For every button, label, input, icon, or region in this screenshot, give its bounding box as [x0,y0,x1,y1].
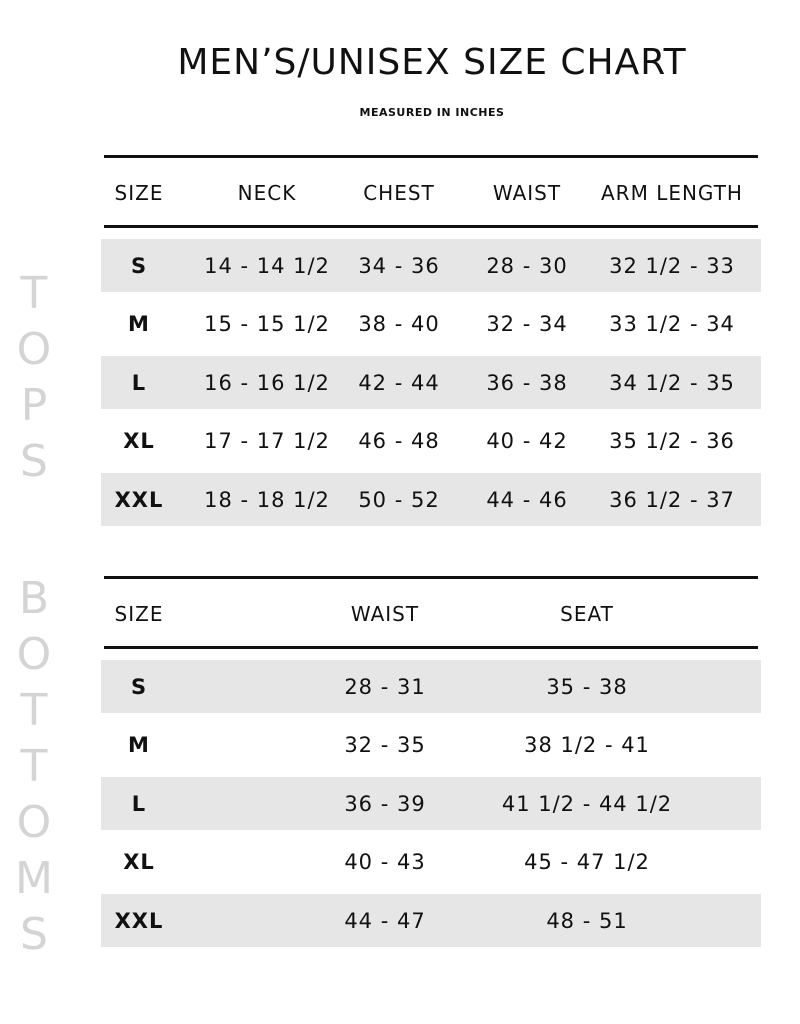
measurement-cell: 28 - 30 [486,253,568,278]
measurement-cell: 16 - 16 1/2 [204,370,330,395]
size-cell: XL [123,429,155,453]
measurement-cell: 44 - 46 [486,487,568,512]
side-label-letter: S [20,436,48,487]
size-cell: S [130,674,148,699]
measurement-cell: 40 - 42 [486,429,568,453]
measurement-cell: 36 1/2 - 37 [609,487,735,512]
size-cell: S [130,253,148,278]
page-title: MEN’S/UNISEX SIZE CHART [177,42,687,83]
side-label-letter: O [16,324,52,375]
side-label-letter: P [20,380,48,431]
measurement-cell: 32 - 34 [486,312,568,336]
column-header: SIZE [114,602,164,626]
measurement-cell: 36 - 38 [486,370,568,395]
measurement-cell: 14 - 14 1/2 [204,253,330,278]
table-row [101,356,761,409]
column-header: CHEST [363,181,435,205]
measurement-cell: 44 - 47 [344,908,426,933]
table-row [101,894,761,947]
column-header: ARM LENGTH [601,181,743,205]
measurement-cell: 15 - 15 1/2 [204,312,330,336]
measurement-cell: 46 - 48 [358,429,440,453]
size-cell: M [128,733,150,757]
measurement-cell: 40 - 43 [344,850,426,874]
side-label-letter: T [20,741,48,792]
measurement-cell: 18 - 18 1/2 [204,487,330,512]
bottoms-side-label [14,571,54,963]
table-row [101,298,761,351]
measurement-cell: 17 - 17 1/2 [204,429,330,453]
side-label-letter: O [16,797,52,848]
bottoms-header-rule [104,646,758,649]
tops-header-rule [104,225,758,228]
size-cell: XXL [114,487,164,512]
column-header: WAIST [350,602,420,626]
size-cell: M [128,312,150,336]
size-cell: L [131,791,147,816]
table-row [101,777,761,830]
measurement-cell: 34 1/2 - 35 [609,370,735,395]
column-header: SIZE [114,181,164,205]
measurement-cell: 32 - 35 [344,733,426,757]
page-subtitle: MEASURED IN INCHES [359,106,505,119]
side-label-letter: M [15,853,53,904]
table-row [101,660,761,713]
table-row [101,836,761,889]
side-label-letter: T [20,268,48,319]
side-label-letter: O [16,629,52,680]
measurement-cell: 32 1/2 - 33 [609,253,735,278]
measurement-cell: 35 - 38 [546,674,628,699]
measurement-cell: 35 1/2 - 36 [609,429,735,453]
size-cell: L [131,370,147,395]
tops-side-label [14,266,54,490]
size-cell: XL [123,850,155,874]
table-row [101,239,761,292]
measurement-cell: 36 - 39 [344,791,426,816]
measurement-cell: 34 - 36 [358,253,440,278]
side-label-letter: B [18,573,50,624]
measurement-cell: 45 - 47 1/2 [524,850,650,874]
size-cell: XXL [114,908,164,933]
measurement-cell: 38 1/2 - 41 [524,733,650,757]
table-row [101,473,761,526]
bottoms-header-row [101,581,761,647]
measurement-cell: 48 - 51 [546,908,628,933]
column-header: SEAT [560,602,614,626]
tops-header-row [101,160,761,226]
tops-top-rule [104,155,758,158]
measurement-cell: 50 - 52 [358,487,440,512]
table-row [101,415,761,468]
measurement-cell: 28 - 31 [344,674,426,699]
table-row [101,719,761,772]
bottoms-top-rule [104,576,758,579]
side-label-letter: S [20,909,48,960]
side-label-letter: T [20,685,48,736]
column-header: WAIST [492,181,562,205]
measurement-cell: 41 1/2 - 44 1/2 [501,791,673,816]
measurement-cell: 42 - 44 [358,370,440,395]
column-header: NECK [237,181,297,205]
measurement-cell: 38 - 40 [358,312,440,336]
measurement-cell: 33 1/2 - 34 [609,312,735,336]
